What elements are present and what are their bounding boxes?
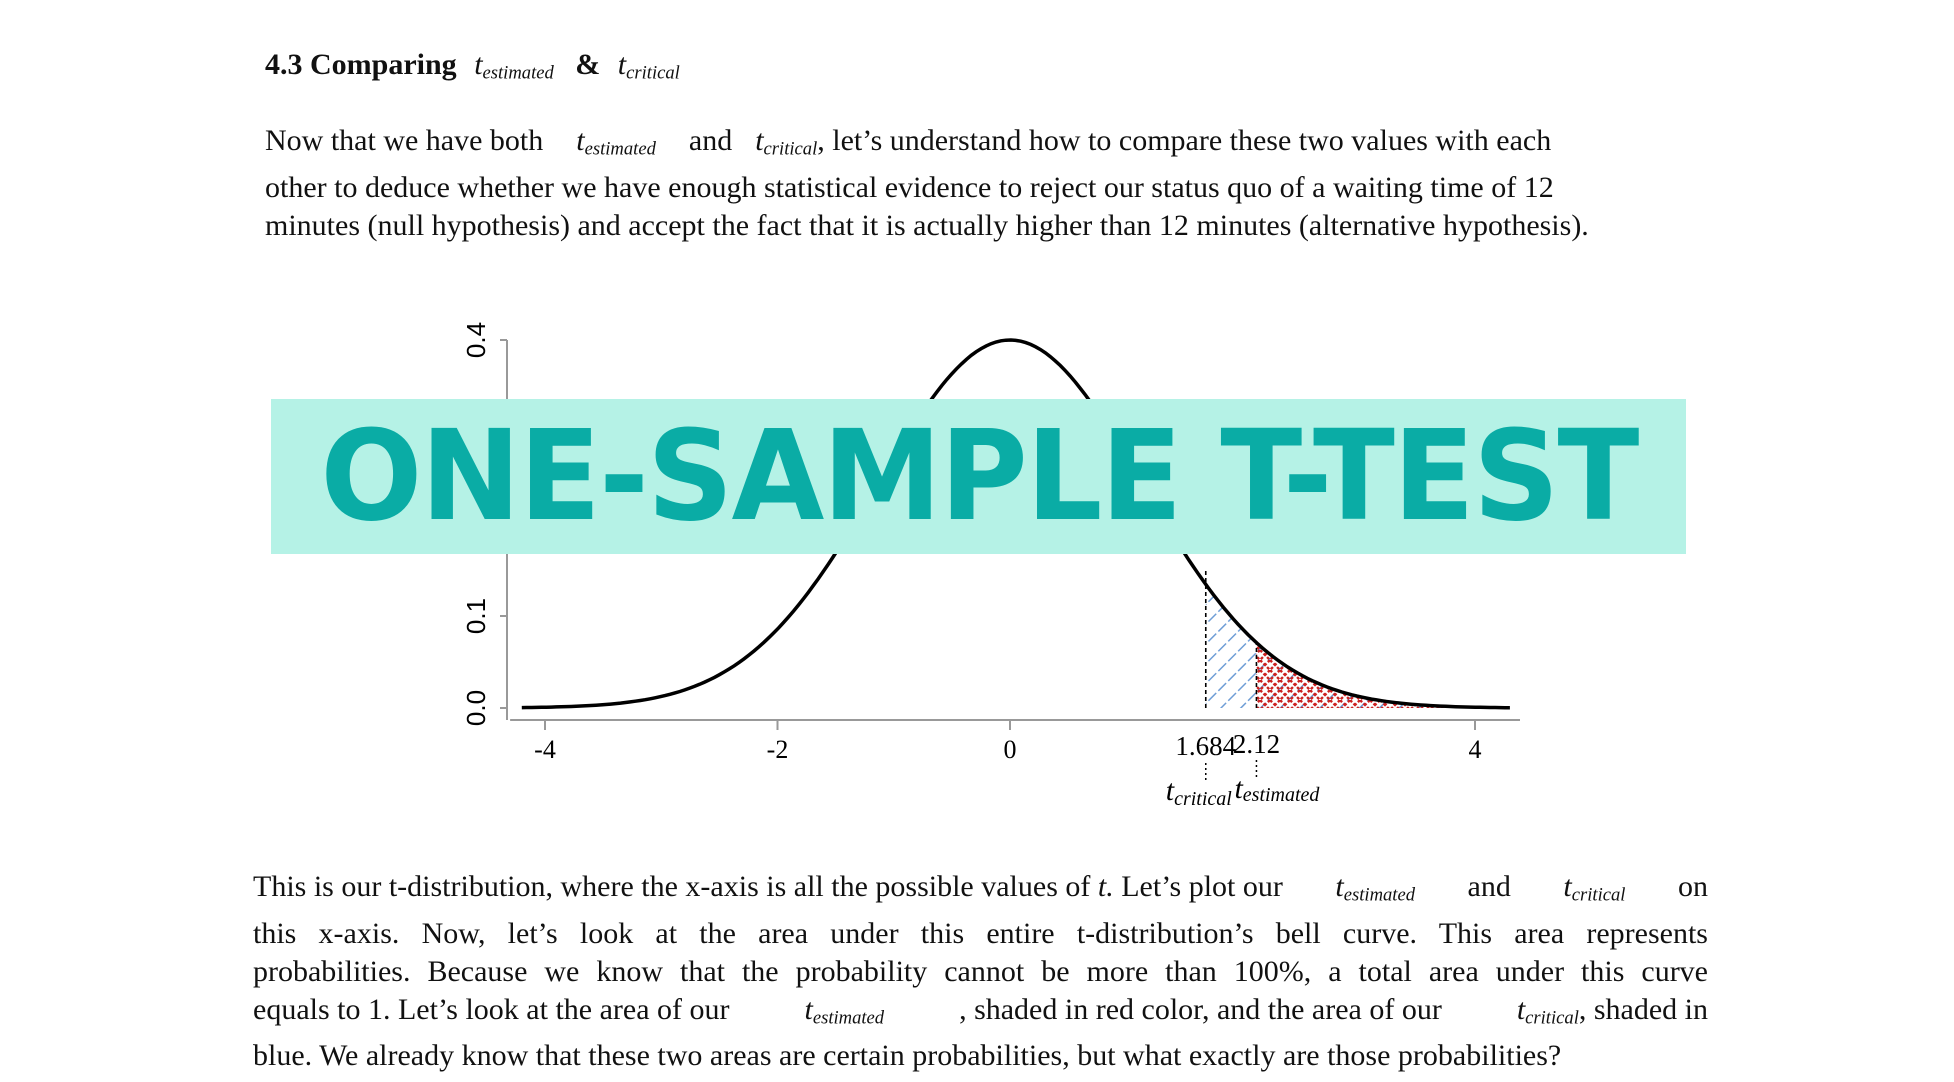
ampersand: & (575, 48, 601, 81)
intro-line-3: minutes (null hypothesis) and accept the fact that it is actually higher than 12 minutes (alternative hypothesis). (265, 208, 1589, 242)
explanation-paragraph (253, 868, 1708, 1075)
y-tick-label: 0.0 (461, 689, 491, 727)
x-tick-label: -2 (766, 735, 789, 764)
x-tick-label: -4 (534, 735, 556, 764)
estimated-value-label: 2.12 (1232, 729, 1281, 759)
section-number: 4.3 Comparing (265, 48, 457, 81)
estimated-shaded-region (1256, 643, 1509, 708)
intro-paragraph (265, 122, 1725, 245)
t-distribution-chart (440, 300, 1520, 820)
explanation-line-4: equals to 1. Let’s look at the area of our $t_{estimated}$ , shaded in red color, and the area of our $t_{critical}$, shaded in (253, 991, 1708, 1038)
y-tick-label: 0.4 (461, 321, 491, 359)
y-tick-label: 0.1 (461, 597, 491, 635)
explanation-line-3: probabilities. Because we know that the probability cannot be more than 100%, a total area under this curve (253, 954, 1708, 988)
critical-value-label: 1.684 (1175, 731, 1237, 761)
t-critical-symbol: $t_{critical}$ (1516, 992, 1579, 1029)
x-tick-label: 0 (1003, 735, 1017, 764)
banner-title: ONE-SAMPLE T-TEST (320, 404, 1637, 549)
explanation-line-2: this x-axis. Now, let’s look at the area under this entire t-distribution’s bell curve. This area represents (253, 916, 1708, 950)
explanation-line-5: blue. We already know that these two areas are certain probabilities, but what exactly are those probabilities? (253, 1039, 1562, 1073)
t-critical-label: tcritical (1165, 774, 1232, 810)
title-banner (271, 399, 1686, 554)
t-estimated-label: testimated (1234, 772, 1320, 806)
explanation-line-1: This is our t-distribution, where the x-axis is all the possible values of t. Let’s plot our $t_{estimated}$ and $t_{critical}$ on (253, 868, 1708, 915)
t-estimated-symbol: $t_{estimated}$ (474, 48, 554, 84)
t-critical-symbol: $t_{critical}$ (617, 48, 680, 84)
intro-line-2: other to deduce whether we have enough statistical evidence to reject our status quo of a waiting time of 12 (265, 170, 1554, 204)
t-estimated-symbol: $t_{estimated}$ (576, 124, 656, 160)
t-critical-symbol: $t_{critical}$ (755, 124, 818, 160)
t-critical-symbol: $t_{critical}$ (1563, 870, 1626, 906)
t-estimated-symbol: $t_{estimated}$ (1335, 870, 1416, 906)
x-tick-label: 4 (1468, 735, 1482, 764)
intro-line-1: Now that we have both $t_{estimated}$ and $t_{critical}$, let’s understand how to compare these two values with each (265, 124, 1552, 160)
section-heading (265, 48, 680, 85)
critical-shaded-region (1206, 584, 1510, 708)
t-estimated-symbol: $t_{estimated}$ (804, 992, 885, 1029)
